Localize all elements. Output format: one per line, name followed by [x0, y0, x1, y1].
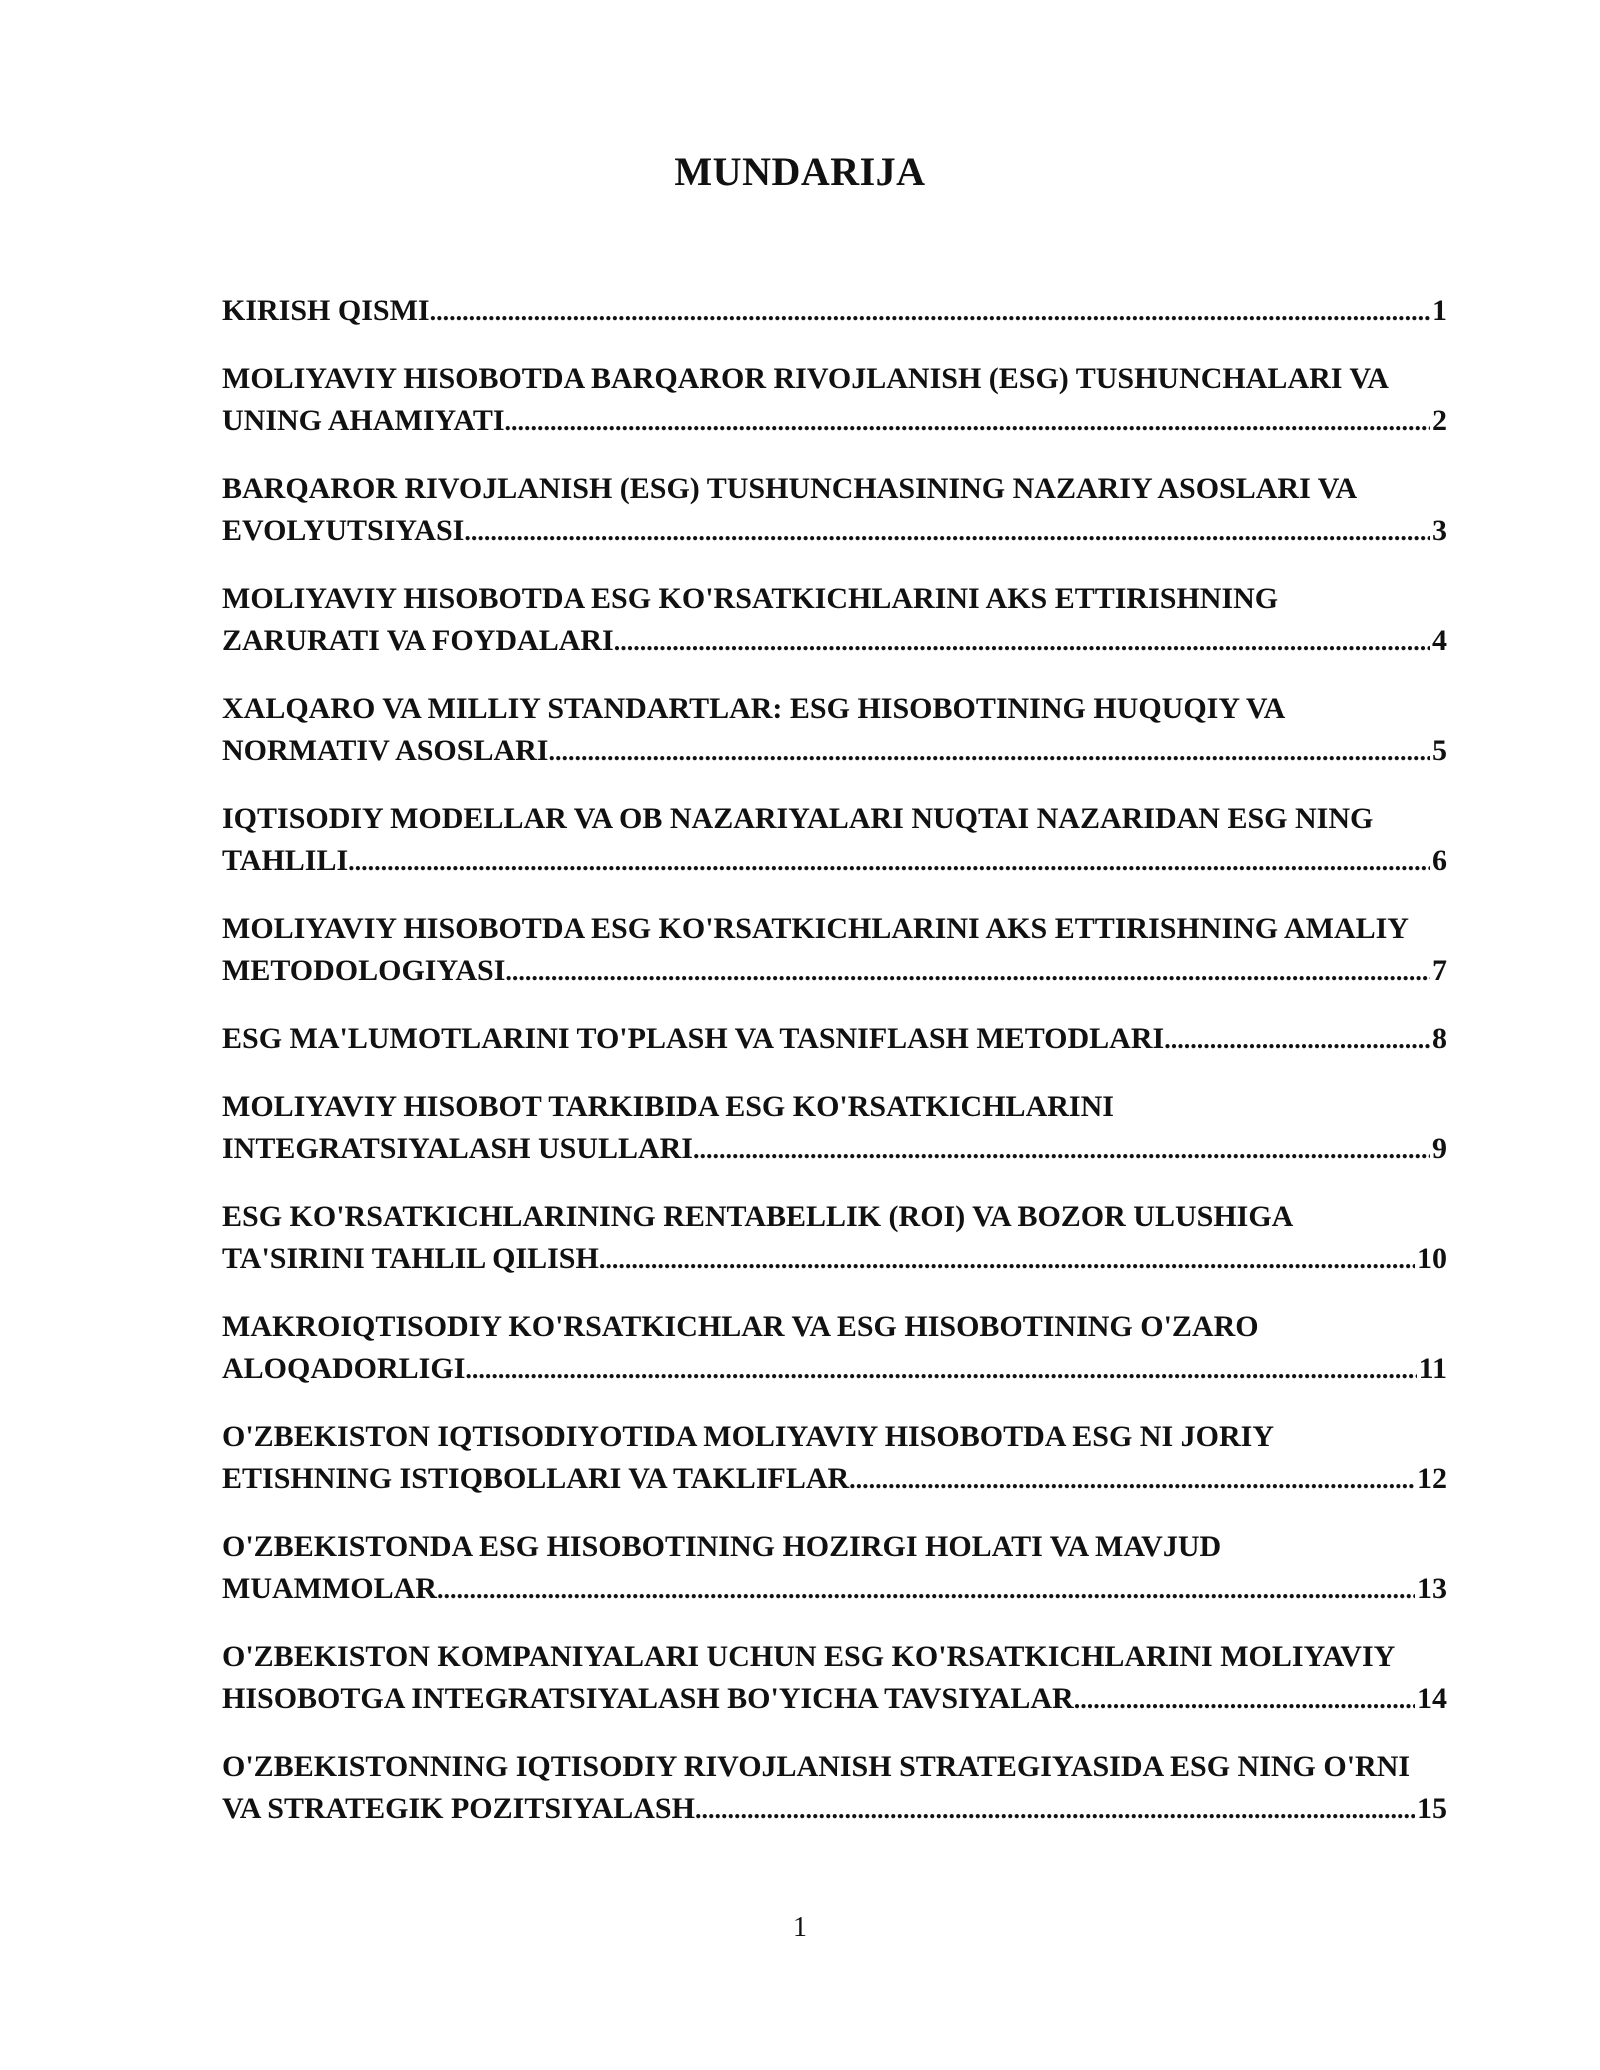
toc-dot-leader [464, 511, 1430, 553]
toc-entry[interactable] [222, 358, 1462, 443]
toc-entry-last-line [222, 1568, 1447, 1611]
page-number: 1 [793, 1912, 807, 1943]
toc-dot-leader [695, 1789, 1415, 1831]
toc-entry-last-line [222, 840, 1447, 883]
toc-entry-title-line: IQTISODIY MODELLAR VA OB NAZARIYALARI NUQTAI NAZARIDAN ESG NING [222, 802, 1374, 835]
toc-entry[interactable] [222, 1018, 1462, 1061]
toc-entry-title-line: INTEGRATSIYALASH USULLARI [222, 1132, 693, 1165]
toc-dot-leader [548, 731, 1430, 773]
toc-entry-title-line: ESG MA'LUMOTLARINI TO'PLASH VA TASNIFLASH METODLARI [222, 1022, 1165, 1055]
toc-page-number: 6 [1432, 844, 1447, 877]
toc-entry-title-line: MOLIYAVIY HISOBOT TARKIBIDA ESG KO'RSATKICHLARINI [222, 1090, 1114, 1123]
toc-entry-last-line [222, 400, 1447, 443]
toc-entry[interactable] [222, 468, 1462, 553]
toc-dot-leader [1164, 1019, 1430, 1061]
toc-entry-title-line: O'ZBEKISTON KOMPANIYALARI UCHUN ESG KO'RSATKICHLARINI MOLIYAVIY [222, 1640, 1396, 1673]
toc-page-number: 9 [1432, 1132, 1447, 1165]
toc-entry-title-line: O'ZBEKISTONDA ESG HISOBOTINING HOZIRGI HOLATI VA MAVJUD [222, 1530, 1222, 1563]
toc-dot-leader [430, 291, 1430, 333]
toc-entry[interactable] [222, 798, 1462, 883]
toc-entry-title-line: MAKROIQTISODIY KO'RSATKICHLAR VA ESG HISOBOTINING O'ZARO [222, 1310, 1259, 1343]
toc-entry-title-line: O'ZBEKISTON IQTISODIYOTIDA MOLIYAVIY HISOBOTDA ESG NI JORIY [222, 1420, 1274, 1453]
toc-entry-title-line: MOLIYAVIY HISOBOTDA ESG KO'RSATKICHLARINI AKS ETTIRISHNING [222, 582, 1279, 615]
toc-entry-title-line: EVOLYUTSIYASI [222, 514, 465, 547]
toc-page-number: 15 [1417, 1792, 1447, 1825]
toc-entry-title-line: KIRISH QISMI [222, 294, 430, 327]
toc-entry-title-line: TA'SIRINI TAHLIL QILISH [222, 1242, 599, 1275]
toc-entry-last-line [222, 730, 1447, 773]
page-title: MUNDARIJA [674, 149, 926, 194]
toc-entry-title-line: O'ZBEKISTONNING IQTISODIY RIVOJLANISH STRATEGIYASIDA ESG NING O'RNI [222, 1750, 1411, 1783]
toc-dot-leader [348, 841, 1430, 883]
toc-entry-title-line: MOLIYAVIY HISOBOTDA BARQAROR RIVOJLANISH (ESG) TUSHUNCHALARI VA [222, 362, 1389, 395]
toc-dot-leader [437, 1569, 1415, 1611]
toc-entry-last-line [222, 1128, 1447, 1171]
toc-entry-last-line [222, 620, 1447, 663]
toc-entry-title-line: ESG KO'RSATKICHLARINING RENTABELLIK (ROI) VA BOZOR ULUSHIGA [222, 1200, 1294, 1233]
toc-dot-leader [1074, 1679, 1415, 1721]
toc-entry[interactable] [222, 688, 1462, 773]
toc-page-number: 5 [1432, 734, 1447, 767]
toc-entry-title-line: HISOBOTGA INTEGRATSIYALASH BO'YICHA TAVSIYALAR [222, 1682, 1074, 1715]
toc-entry[interactable] [222, 578, 1462, 663]
toc-dot-leader [849, 1459, 1415, 1501]
toc-entry-last-line [222, 1788, 1447, 1831]
toc-entry[interactable] [222, 1746, 1462, 1831]
toc-entry[interactable] [222, 1526, 1462, 1611]
toc-page-number: 14 [1417, 1682, 1447, 1715]
toc-entry-last-line [222, 510, 1447, 553]
toc-entry[interactable] [222, 1086, 1462, 1171]
toc-entry[interactable] [222, 1306, 1462, 1391]
toc-dot-leader [614, 621, 1430, 663]
toc-page-number: 10 [1417, 1242, 1447, 1275]
toc-entry-title-line: UNING AHAMIYATI [222, 404, 505, 437]
toc-page-number: 8 [1432, 1022, 1447, 1055]
toc-entry-title-line: VA STRATEGIK POZITSIYALASH [222, 1792, 695, 1825]
toc-entry-last-line [222, 950, 1447, 993]
toc-entry-title-line: MOLIYAVIY HISOBOTDA ESG KO'RSATKICHLARINI AKS ETTIRISHNING AMALIY [222, 912, 1409, 945]
toc-entry[interactable] [222, 1636, 1462, 1721]
toc-entry-title-line: ZARURATI VA FOYDALARI [222, 624, 614, 657]
table-of-contents [222, 290, 1462, 1856]
toc-page-number: 12 [1417, 1462, 1447, 1495]
toc-dot-leader [505, 401, 1430, 443]
toc-entry-last-line [222, 1678, 1447, 1721]
toc-page-number: 11 [1418, 1352, 1447, 1385]
toc-entry-title-line: ETISHNING ISTIQBOLLARI VA TAKLIFLAR [222, 1462, 850, 1495]
toc-entry[interactable] [222, 1416, 1462, 1501]
toc-entry[interactable] [222, 908, 1462, 993]
toc-entry-title-line: ALOQADORLIGI [222, 1352, 466, 1385]
toc-page-number: 13 [1417, 1572, 1447, 1605]
toc-dot-leader [465, 1349, 1416, 1391]
toc-page-number: 1 [1432, 294, 1447, 327]
toc-page-number: 2 [1432, 404, 1447, 437]
toc-dot-leader [693, 1129, 1430, 1171]
toc-page-number: 4 [1432, 624, 1447, 657]
toc-dot-leader [505, 951, 1430, 993]
toc-entry-title-line: MUAMMOLAR [222, 1572, 437, 1605]
toc-entry-title-line: NORMATIV ASOSLARI [222, 734, 549, 767]
toc-page-number: 3 [1432, 514, 1447, 547]
toc-entry-title-line: XALQARO VA MILLIY STANDARTLAR: ESG HISOBOTINING HUQUQIY VA [222, 692, 1286, 725]
toc-entry-title-line: METODOLOGIYASI [222, 954, 506, 987]
toc-entry-last-line [222, 1458, 1447, 1501]
toc-entry-title-line: BARQAROR RIVOJLANISH (ESG) TUSHUNCHASINING NAZARIY ASOSLARI VA [222, 472, 1358, 505]
toc-entry[interactable] [222, 1196, 1462, 1281]
toc-entry-title-line: TAHLILI [222, 844, 349, 877]
toc-entry-last-line [222, 290, 1447, 333]
toc-entry[interactable] [222, 290, 1462, 333]
toc-dot-leader [599, 1239, 1415, 1281]
toc-entry-last-line [222, 1018, 1447, 1061]
toc-entry-last-line [222, 1348, 1447, 1391]
toc-entry-last-line [222, 1238, 1447, 1281]
toc-page-number: 7 [1432, 954, 1447, 987]
